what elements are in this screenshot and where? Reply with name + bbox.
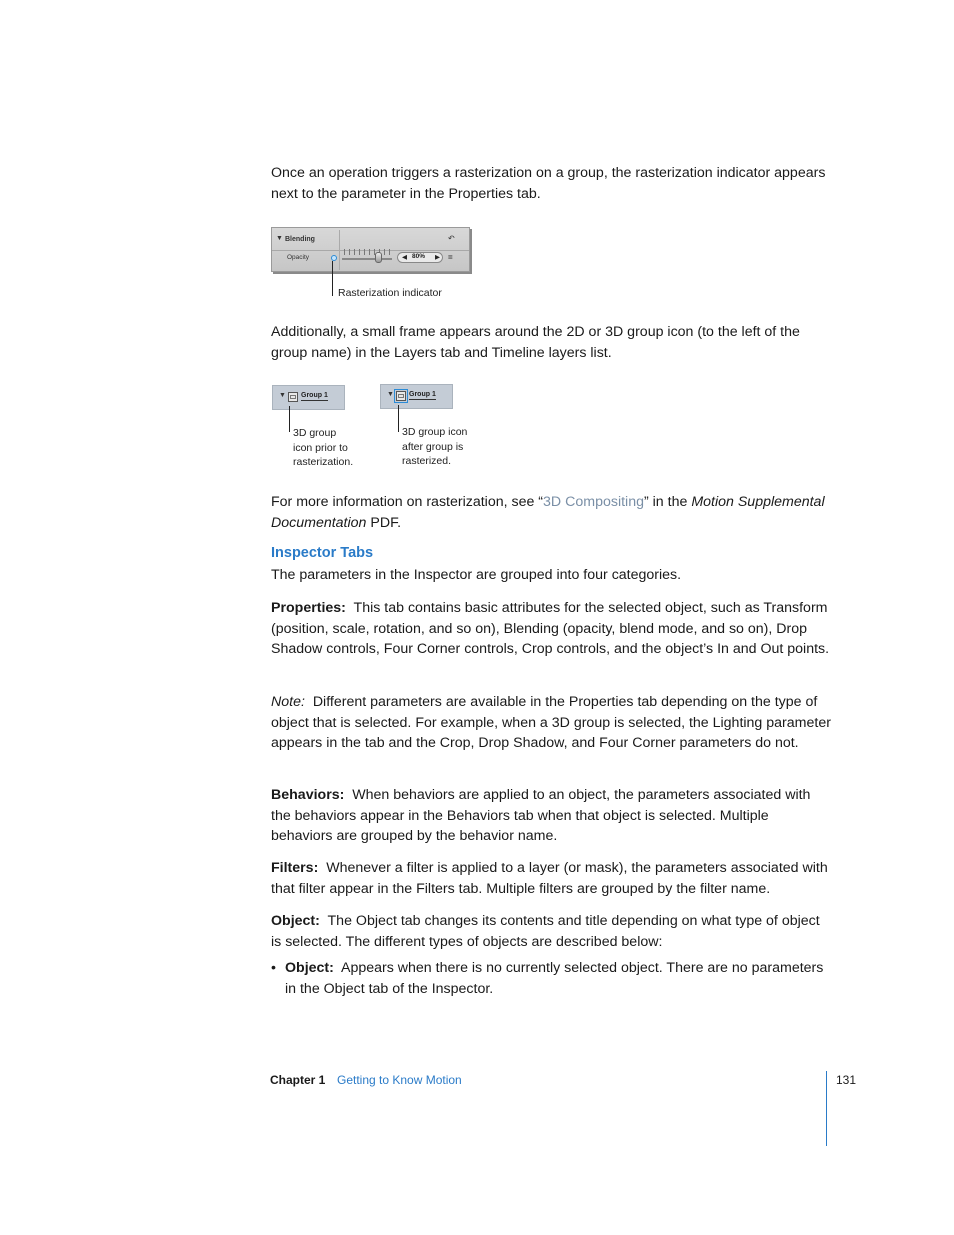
entry-term: Note: (271, 694, 305, 710)
opacity-label: Opacity (287, 254, 310, 261)
entry-text: The Object tab changes its contents and title depending on what type of object is selected. The different types of objects are described below: (271, 913, 820, 950)
callout-line (332, 261, 333, 296)
object-bullet (285, 958, 830, 999)
properties-entry (271, 598, 831, 660)
group-before-caption (293, 426, 353, 470)
section-heading: Inspector Tabs (271, 545, 374, 561)
blending-header-row (272, 228, 469, 251)
caption-line: rasterized. (402, 455, 452, 467)
rasterization-indicator-caption: Rasterization indicator (338, 287, 442, 299)
entry-term: Properties: (271, 600, 346, 616)
blending-section-label: Blending (285, 236, 315, 243)
group-icon-before-screenshot (272, 385, 345, 410)
group-3d-icon (288, 392, 298, 402)
object-entry (271, 911, 831, 952)
panel-divider (339, 230, 340, 270)
entry-text: When behaviors are applied to an object, the parameters associated with the behaviors appear in the Behaviors tab when that object is selected. Multiple behaviors are grouped by the behavior name. (271, 787, 811, 844)
group-after-caption (402, 425, 467, 469)
bullet-term: Object: (285, 960, 334, 976)
entry-text: Whenever a filter is applied to a layer (or mask), the parameters associated with that filter appear in the Filters tab. Multiple filters are grouped by the filter name. (271, 860, 828, 897)
entry-term: Filters: (271, 860, 319, 876)
group-icon-after-screenshot (380, 384, 453, 409)
page-number: 131 (836, 1073, 857, 1087)
increment-arrow-icon: ▶ (435, 254, 440, 261)
remove-icon: = (448, 253, 453, 262)
footer-chapter: Chapter 1 (270, 1073, 326, 1087)
opacity-value-field (397, 252, 443, 263)
intro-paragraph: Once an operation triggers a rasterization on a group, the rasterization indicator appears next to the parameter in the Properties tab. (271, 165, 826, 202)
more-info-prefix: For more information on rasterization, see “ (271, 494, 544, 510)
entry-term: Object: (271, 913, 320, 929)
callout-line (398, 405, 399, 432)
frame-paragraph: Additionally, a small frame appears around the 2D or 3D group icon (to the left of the group name) in the Layers tab and Timeline layers list. (271, 324, 800, 361)
note-entry (271, 692, 831, 754)
section-intro: The parameters in the Inspector are grouped into four categories. (271, 567, 682, 583)
3d-compositing-link[interactable]: 3D Compositing (543, 494, 644, 510)
more-info-middle: ” in the (643, 494, 692, 510)
opacity-slider-thumb (375, 252, 382, 263)
blending-panel-screenshot (271, 227, 470, 272)
group-label: Group 1 (409, 391, 436, 398)
caption-line: after group is (402, 440, 464, 453)
caption-line: icon prior to (293, 441, 348, 454)
more-info-paragraph (271, 492, 831, 533)
callout-line (289, 406, 290, 432)
opacity-slider-track (342, 258, 392, 260)
group-3d-framed-icon (396, 391, 406, 401)
footer-chapter-title[interactable]: Getting to Know Motion (337, 1073, 462, 1087)
caption-line: 3D group icon (402, 426, 468, 438)
caption-line: rasterization. (293, 456, 354, 468)
footer-rule (826, 1071, 827, 1146)
bullet-symbol: • (271, 960, 276, 976)
filters-entry (271, 858, 831, 899)
disclosure-triangle-icon: ▼ (387, 391, 394, 398)
document-title: Motion Supplemental Documentation (271, 494, 825, 531)
entry-term: Behaviors: (271, 787, 345, 803)
decrement-arrow-icon: ◀ (402, 254, 407, 261)
opacity-value: 80% (412, 253, 426, 260)
entry-text: Different parameters are available in the Properties tab depending on the type of object that is selected. For example, when a 3D group is selected, the Lighting parameter appears in the tab and the Crop, Drop Shadow, and Four Corner parameters do not. (271, 694, 831, 751)
entry-text: This tab contains basic attributes for the selected object, such as Transform (position, scale, rotation, and so on), Blending (opacity, blend mode, and so on), Drop Shadow controls, Four Corner controls, Crop controls, and the object’s In and Out points. (271, 600, 830, 657)
disclosure-triangle-icon: ▼ (276, 235, 283, 242)
slider-ticks (344, 249, 392, 255)
caption-line: 3D group (293, 427, 337, 439)
bullet-text: Appears when there is no currently selected object. There are no parameters in the Object tab of the Inspector. (285, 960, 824, 997)
more-info-suffix: PDF. (366, 514, 402, 531)
behaviors-entry (271, 785, 831, 847)
reset-arrow-icon: ↶ (448, 234, 455, 243)
disclosure-triangle-icon: ▼ (279, 392, 286, 399)
group-label: Group 1 (301, 392, 328, 399)
